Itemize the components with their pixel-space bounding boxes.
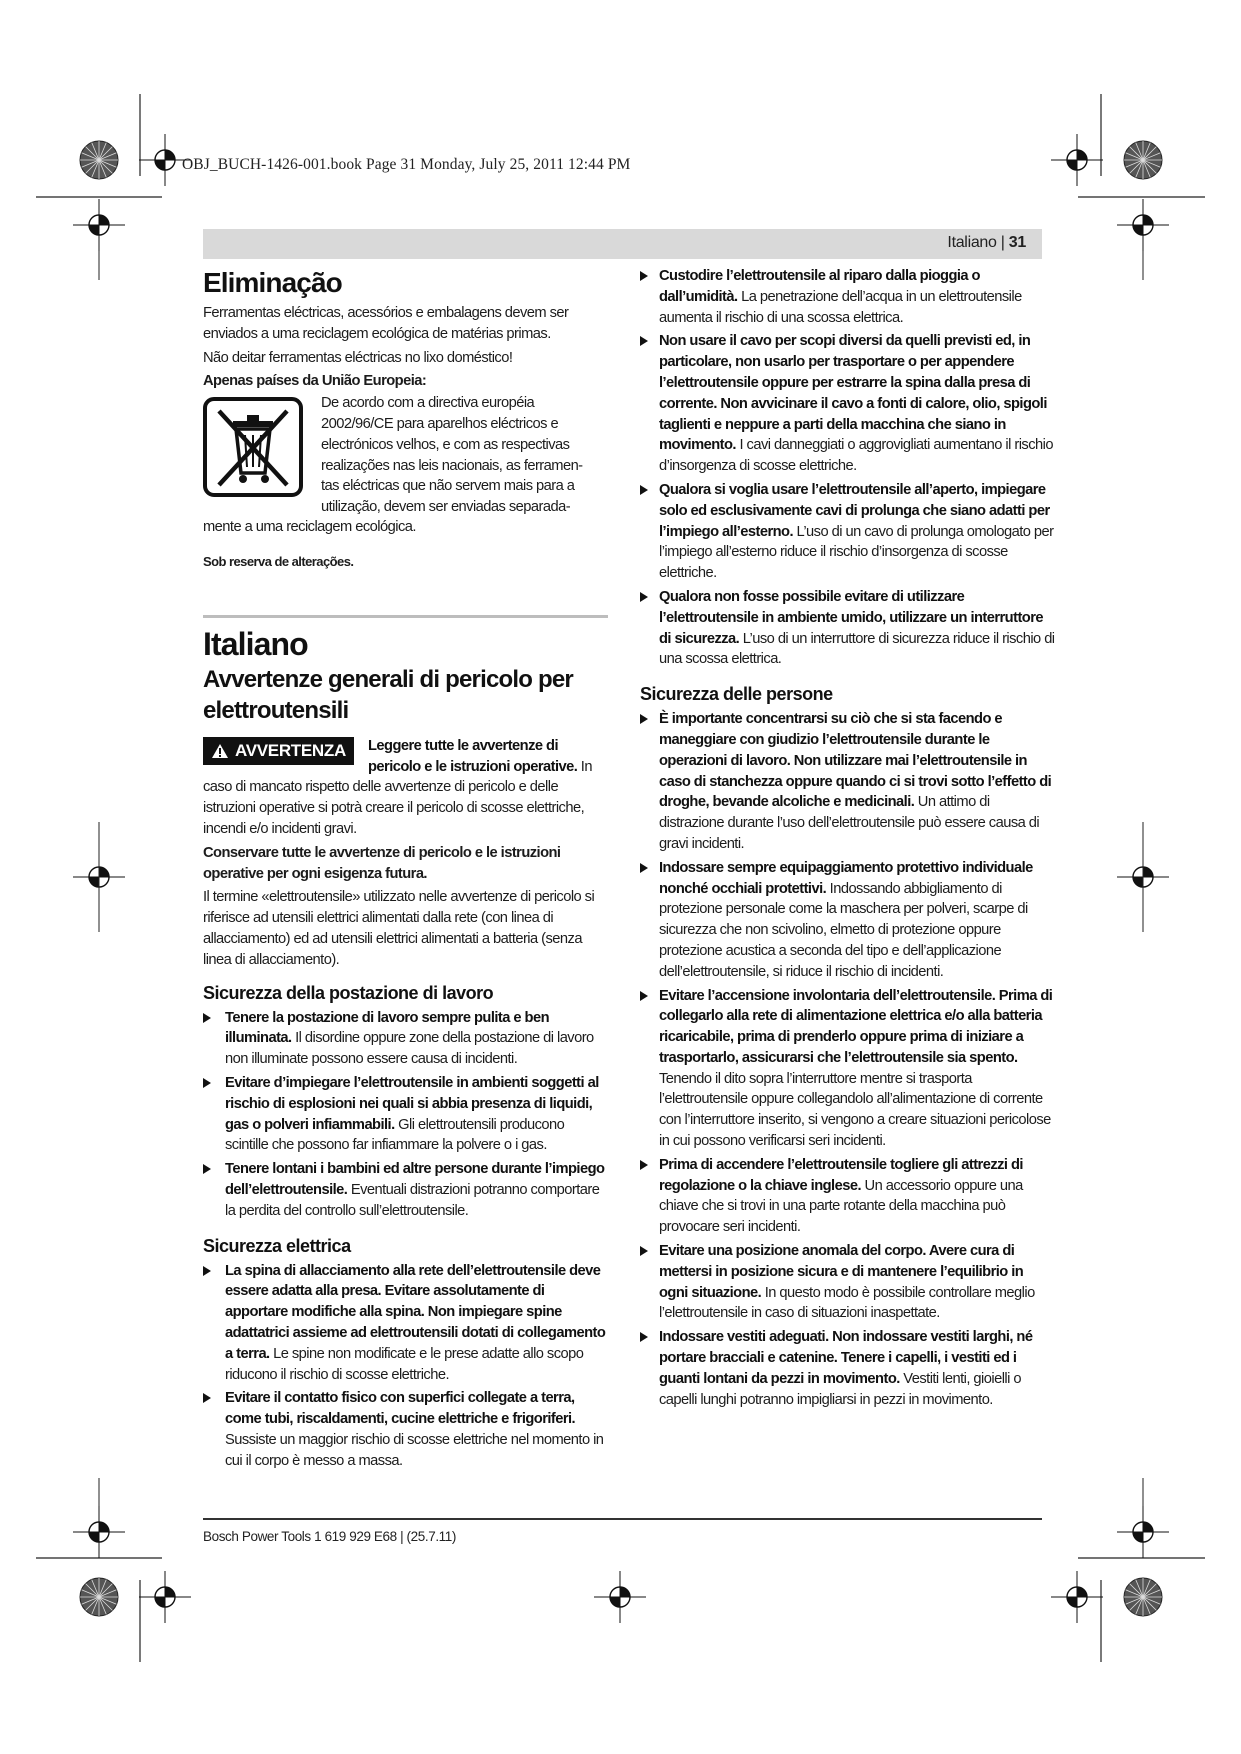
item-text: Gli elettroutensili producono scintille che possono far infiammare la polvere o i gas. [225, 1116, 565, 1154]
weee-line: De acordo com a directiva européia [321, 395, 535, 412]
list-item [640, 266, 1055, 328]
item-bold: Evitare il contatto fisico con superfici collegate a terra, come tubi, riscaldamenti, cucine elettriche e frigoriferi. [225, 1390, 576, 1428]
list-item [203, 1159, 608, 1221]
header-separator: | [1000, 234, 1005, 251]
bullet-arrow-icon [203, 1078, 211, 1088]
bullet-arrow-icon [203, 1013, 211, 1023]
weee-block [203, 393, 608, 517]
bullet-arrow-icon [640, 1160, 648, 1170]
item-text: Indossando abbigliamento di protezione personale come la maschera per polveri, scarpe di sicurezza che non scivolino, elmetto di protezione oppure protezione acustica a seconda del tipo e dell’applicazione dell’elettroutensile, si riduce il rischio di incidenti. [659, 880, 1028, 980]
list-item [640, 480, 1055, 584]
item-text: L’uso di un cavo di prolunga omologato per l’impiego all’esterno riduce il rischio d’insorgenza di scosse elettriche. [659, 523, 1054, 582]
bullet-arrow-icon [640, 714, 648, 724]
weee-line: utilização, devem ser enviadas separada- [321, 499, 571, 516]
warning-bold: Leggere tutte le avvertenze di pericolo e le istruzioni operative. [367, 737, 578, 775]
section-title-eliminacao: Eliminação [203, 267, 342, 298]
warning-badge [203, 737, 354, 765]
item-text: In questo modo è possibile controllare meglio l’elettroutensile in caso di situazioni inaspettate. [659, 1284, 1035, 1322]
list-item [203, 1261, 608, 1386]
item-bold: Indossare sempre equipaggiamento protettivo individuale nonché occhiali protettivi. [659, 859, 1033, 897]
warning-text: In caso di mancato rispetto delle avvertenze di pericolo e delle istruzioni operative si potrà creare il pericolo di scosse elettriche, incendi e/o incidenti gravi. [203, 758, 592, 837]
item-bold: Prima di accendere l’elettroutensile togliere gli attrezzi di regolazione o la chiave inglese. [659, 1156, 1023, 1194]
warning-block [203, 736, 608, 840]
item-text: Le spine non modificate e le prese adatte allo scopo riducono il rischio di scosse elettriche. [225, 1345, 584, 1383]
weee-line: 2002/96/CE para aparelhos eléctricos e [321, 415, 559, 432]
reserva-note: Sob reserva de alterações. [203, 553, 354, 569]
list-item [640, 331, 1055, 477]
list-item [640, 986, 1055, 1152]
item-bold: Non usare il cavo per scopi diversi da quelli previsti ed, in particolare, non usarlo per trasportare o per appendere l’elettroutensile oppure per estrarre la spina dalla presa di corrente. Non avvicinare il cavo a fonti di calore, olio, spigoli taglienti e neppure a parti della macchina che siano in movimento. [659, 333, 1047, 454]
list-item [203, 1008, 608, 1070]
list-item [640, 1327, 1055, 1410]
section-divider [203, 615, 608, 618]
right-column [640, 266, 1055, 1410]
bullet-arrow-icon [640, 592, 648, 602]
warning-badge-label: AVVERTENZA [235, 740, 346, 760]
list-item [203, 1073, 608, 1156]
warning-triangle-icon [211, 743, 229, 759]
bullet-arrow-icon [203, 1266, 211, 1276]
page-header [947, 234, 1026, 252]
item-text: Sussiste un maggior rischio di scosse elettriche nel momento in cui il corpo è messo a massa. [225, 1431, 604, 1469]
left-column [203, 266, 608, 1471]
list-item [640, 1241, 1055, 1324]
list-item [640, 858, 1055, 983]
page-number: 31 [1008, 234, 1026, 251]
weee-crossed-bin-icon [203, 397, 303, 497]
item-bold: Custodire l’elettroutensile al riparo dalla pioggia o dall’umidità. [659, 268, 980, 305]
termine-paragraph: Il termine «elettroutensile» utilizzato nelle avvertenze di pericolo si riferisce ad utensili elettrici alimentati dalla rete (con linea di allacciamento) ed ad utensili elettrici alimentati a batteria (senza linea di allacciamento). [203, 889, 595, 968]
bullet-arrow-icon [640, 485, 648, 495]
printer-slug-line: OBJ_BUCH-1426-001.book Page 31 Monday, July 25, 2011 12:44 PM [182, 156, 631, 173]
item-bold: Evitare una posizione anomala del corpo. Avere cura di mettersi in posizione sicura e di mantenere l’equilibrio in ogni situazione. [659, 1243, 1024, 1301]
item-bold: Evitare l’accensione involontaria dell’elettroutensile. Prima di collegarlo alla rete di alimentazione elettrica e/o alla batteria ricaricabile, prima di prenderlo oppure prima di iniziare a trasportarlo, assicurarsi che l’elettroutensile sia spento. [659, 987, 1053, 1066]
paragraph: Ferramentas eléctricas, acessórios e embalagens devem ser enviados a uma reciclagem ecológica de matérias primas. [203, 305, 569, 342]
weee-line: electrónicos velhos, e com as respectivas [321, 436, 570, 453]
weee-line: tas eléctricas que não servem mais para a [321, 478, 575, 495]
page-footer: Bosch Power Tools 1 619 929 E68 | (25.7.11) [203, 1529, 456, 1544]
paragraph: Não deitar ferramentas eléctricas no lixo doméstico! [203, 349, 513, 366]
item-text: Vestiti lenti, gioielli o capelli lunghi potranno impigliarsi in pezzi in movimento. [659, 1370, 1022, 1408]
item-text: Un attimo di distrazione durante l’uso dell’elettroutensile può essere causa di gravi incidenti. [659, 794, 1040, 852]
weee-line: mente a uma reciclagem ecológica. [203, 519, 416, 536]
item-bold: Qualora si voglia usare l’elettroutensile all’aperto, impiegare solo ed esclusivamente cavi di prolunga che siano adatti per l’impiego all’esterno. [659, 481, 1050, 540]
item-text: La penetrazione dell’acqua in un elettroutensile aumenta il rischio di una scossa elettrica. [659, 288, 1022, 326]
item-text: Un accessorio oppure una chiave che si trovi in una parte rotante della macchina può provocare seri incidenti. [659, 1177, 1023, 1236]
subsection-title-avvertenze: Avvertenze generali di pericolo per elettroutensili [203, 665, 573, 724]
item-text: L’uso di un interruttore di sicurezza riduce il rischio di una scossa elettrica. [659, 630, 1055, 668]
subsection-title-persone: Sicurezza delle persone [640, 684, 833, 705]
item-text: Tenendo il dito sopra l’interruttore mentre si trasporta l’elettroutensile oppure collegandolo all’alimentazione di corrente con l’interruttore inserito, si vengono a creare situazioni pericolose in cui possono verificarsi seri incidenti. [659, 1070, 1051, 1150]
bullet-arrow-icon [203, 1164, 211, 1174]
weee-line: realizações nas leis nacionais, as ferramen- [321, 457, 583, 474]
conserve-paragraph: Conservare tutte le avvertenze di pericolo e le istruzioni operative per ogni esigenza futura. [203, 844, 561, 882]
bullet-arrow-icon [640, 1246, 648, 1256]
item-bold: Evitare d’impiegare l’elettroutensile in ambienti soggetti al rischio di esplosioni nei quali si abbia presenza di liquidi, gas o polveri infiammabili. [225, 1074, 599, 1133]
item-text: Il disordine oppure zone della postazione di lavoro non illuminate possono essere causa di incidenti. [225, 1030, 594, 1068]
footer-rule [203, 1518, 1042, 1520]
bullet-arrow-icon [640, 991, 648, 1001]
item-bold: La spina di allacciamento alla rete dell’elettroutensile deve essere adatta alla presa. Evitare assolutamente di apportare modifiche alla spina. Non impiegare spine adattatrici assieme ad elettroutensili dotati di collegamento a terra. [225, 1262, 606, 1362]
item-text: Eventuali distrazioni potranno comportare la perdita del controllo sull’elettroutensile. [225, 1181, 600, 1219]
eu-only-heading: Apenas países da União Europeia: [203, 373, 427, 390]
subsection-title-elettrica: Sicurezza elettrica [203, 1235, 351, 1256]
bullet-arrow-icon [640, 863, 648, 873]
section-title-italiano: Italiano [203, 625, 308, 662]
bullet-arrow-icon [640, 1332, 648, 1342]
list-item [203, 1388, 608, 1471]
weee-text [321, 393, 611, 518]
bullet-arrow-icon [640, 271, 648, 281]
list-item [640, 587, 1055, 670]
item-bold: Qualora non fosse possibile evitare di utilizzare l’elettroutensile in ambiente umido, utilizzare un interruttore di sicurezza. [659, 588, 1043, 647]
header-section: Italiano [947, 234, 997, 251]
bullet-arrow-icon [203, 1393, 211, 1403]
bullet-arrow-icon [640, 336, 648, 346]
list-item [640, 1155, 1055, 1238]
subsection-title-postazione: Sicurezza della postazione di lavoro [203, 982, 494, 1003]
page-header-bar [203, 229, 1042, 259]
item-text: I cavi danneggiati o aggrovigliati aumentano il rischio d’insorgenza di scosse elettriche. [659, 437, 1053, 475]
item-bold: Tenere la postazione di lavoro sempre pulita e ben illuminata. [225, 1009, 550, 1047]
item-bold: È importante concentrarsi su ciò che si sta facendo e maneggiare con giudizio l’elettroutensile durante le operazioni di lavoro. Non utilizzare mai l’elettroutensile in caso di stanchezza oppure quando ci si trovi sotto l’effetto di droghe, bevande alcoliche e medicinali. [659, 711, 1052, 811]
item-bold: Indossare vestiti adeguati. Non indossare vestiti larghi, né portare bracciali e catenine. Tenere i capelli, i vestiti ed i guanti lontani da pezzi in movimento. [659, 1329, 1033, 1387]
list-item [640, 709, 1055, 855]
item-bold: Tenere lontani i bambini ed altre persone durante l’impiego dell’elettroutensile. [225, 1161, 605, 1198]
